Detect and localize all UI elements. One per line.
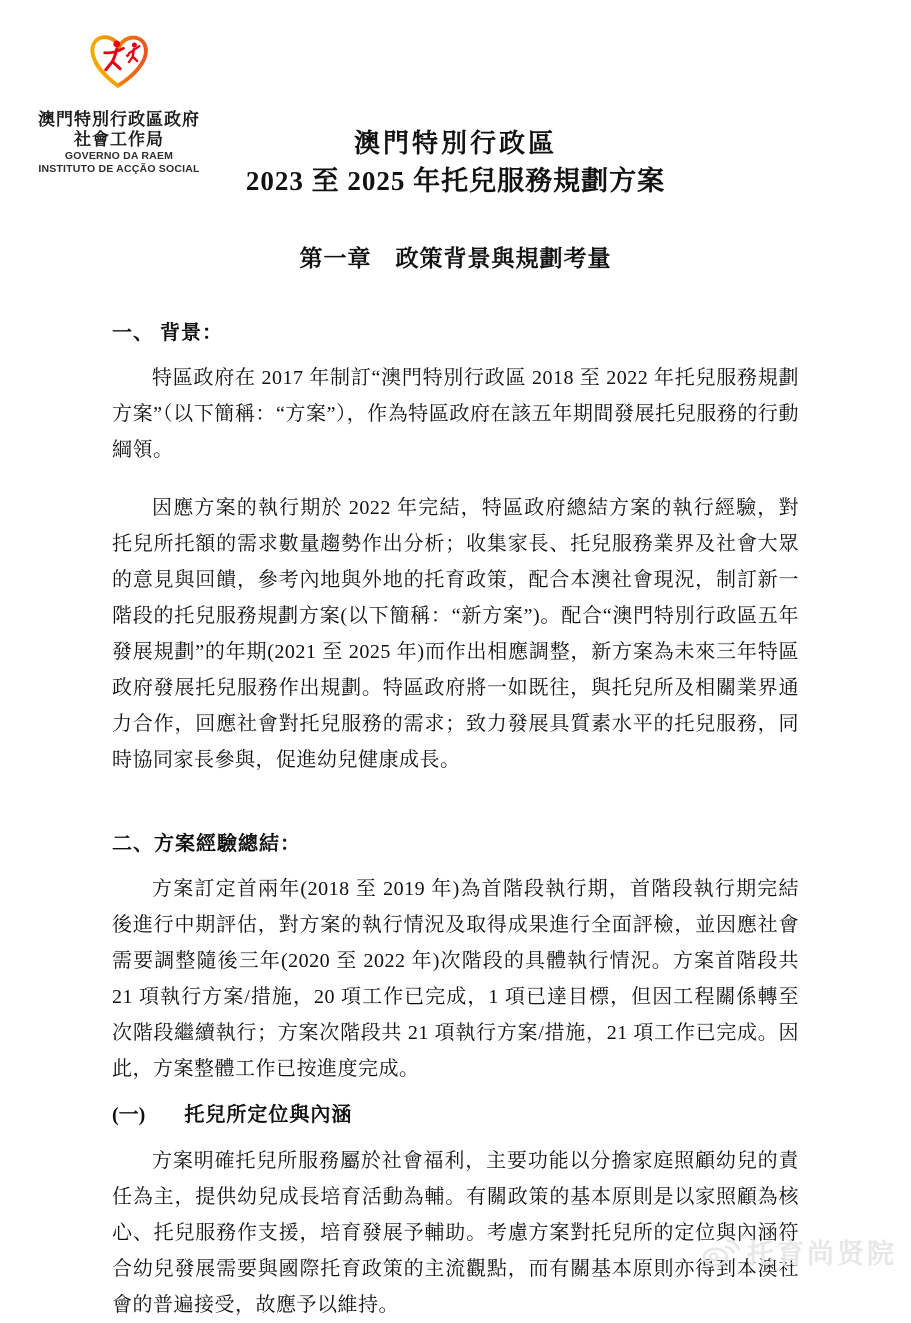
document-title bbox=[112, 128, 799, 199]
subsection-1-title: 托兒所定位與內涵 bbox=[184, 1104, 353, 1126]
agency-name-zh-line1: 澳門特別行政區政府 bbox=[38, 110, 200, 129]
subsection-1-number: (一) bbox=[112, 1104, 146, 1126]
agency-logo-block bbox=[26, 20, 212, 176]
section-plan-experience-summary bbox=[112, 830, 799, 1323]
watermark bbox=[702, 1232, 897, 1271]
section-1-heading: 一、 背景： bbox=[112, 322, 223, 344]
section-1-paragraph-2: 因應方案的執行期於 2022 年完結，特區政府總結方案的執行經驗，對托兒所托額的需求數量趨勢作出分析；收集家長、托兒服務業界及社會大眾的意見與回饋，參考內地與外地的托育政策，配合本澳社會現況，制訂新一階段的托兒服務規劃方案(以下簡稱：“新方案”)。配合“澳門特別行政區五年發展規劃”的年期(2021 至 2025 年)而作出相應調整，新方案為未來三年特區政府發展托兒服務作出規劃。特區政府將一如既往，與托兒所及相關業界通力合作，回應社會對托兒服務的需求；致力發展具質素水平的托兒服務，同時協同家長參與，促進幼兒健康成長。 bbox=[112, 497, 799, 771]
section-2-heading: 二、方案經驗總結： bbox=[112, 833, 301, 855]
agency-name-zh-line2: 社會工作局 bbox=[74, 130, 164, 149]
document-title-line1: 澳門特別行政區 bbox=[353, 129, 557, 158]
agency-name-pt-line2: INSTITUTO DE ACÇÃO SOCIAL bbox=[38, 163, 200, 175]
weibo-icon bbox=[702, 1237, 740, 1267]
subsection-1-paragraph-1: 方案明確托兒所服務屬於社會福利，主要功能以分擔家庭照顧幼兒的責任為主，提供幼兒成長培育活動為輔。有關政策的基本原則是以家照顧為核心、托兒服務作支援，培育發展予輔助。考慮方案對托兒所的定位與內涵符合幼兒發展需要與國際托育政策的主流觀點，而有關基本原則亦得到本澳社會的普遍接受，故應予以維持。 bbox=[112, 1150, 799, 1316]
section-2-paragraph-1: 方案訂定首兩年(2018 至 2019 年)為首階段執行期，首階段執行期完結後進行中期評估，對方案的執行情況及取得成果進行全面評檢，並因應社會需要調整隨後三年(2020 至 2022 年)次階段的具體執行情況。方案首階段共 21 項執行方案/措施，20 項工作已完成，1 項已達目標，但因工程關係轉至次階段繼續執行；方案次階段共 21 項執行方案/措施，21 項工作已完成。因此，方案整體工作已按進度完成。 bbox=[112, 878, 799, 1080]
section-background bbox=[112, 319, 799, 778]
subsection-1-heading bbox=[112, 1100, 799, 1130]
section-1-paragraph-1: 特區政府在 2017 年制訂“澳門特別行政區 2018 至 2022 年托兒服務規劃方案”（以下簡稱：“方案”），作為特區政府在該五年期間發展托兒服務的行動綱領。 bbox=[112, 367, 799, 461]
chapter-heading: 第一章 政策背景與規劃考量 bbox=[299, 246, 612, 271]
agency-name-pt-line1: GOVERNO DA RAEM bbox=[64, 150, 174, 162]
heart-figures-logo-icon bbox=[86, 20, 152, 102]
document-title-line2: 2023 至 2025 年托兒服務規劃方案 bbox=[245, 166, 666, 196]
watermark-text: 托育尚贤院 bbox=[747, 1239, 897, 1269]
